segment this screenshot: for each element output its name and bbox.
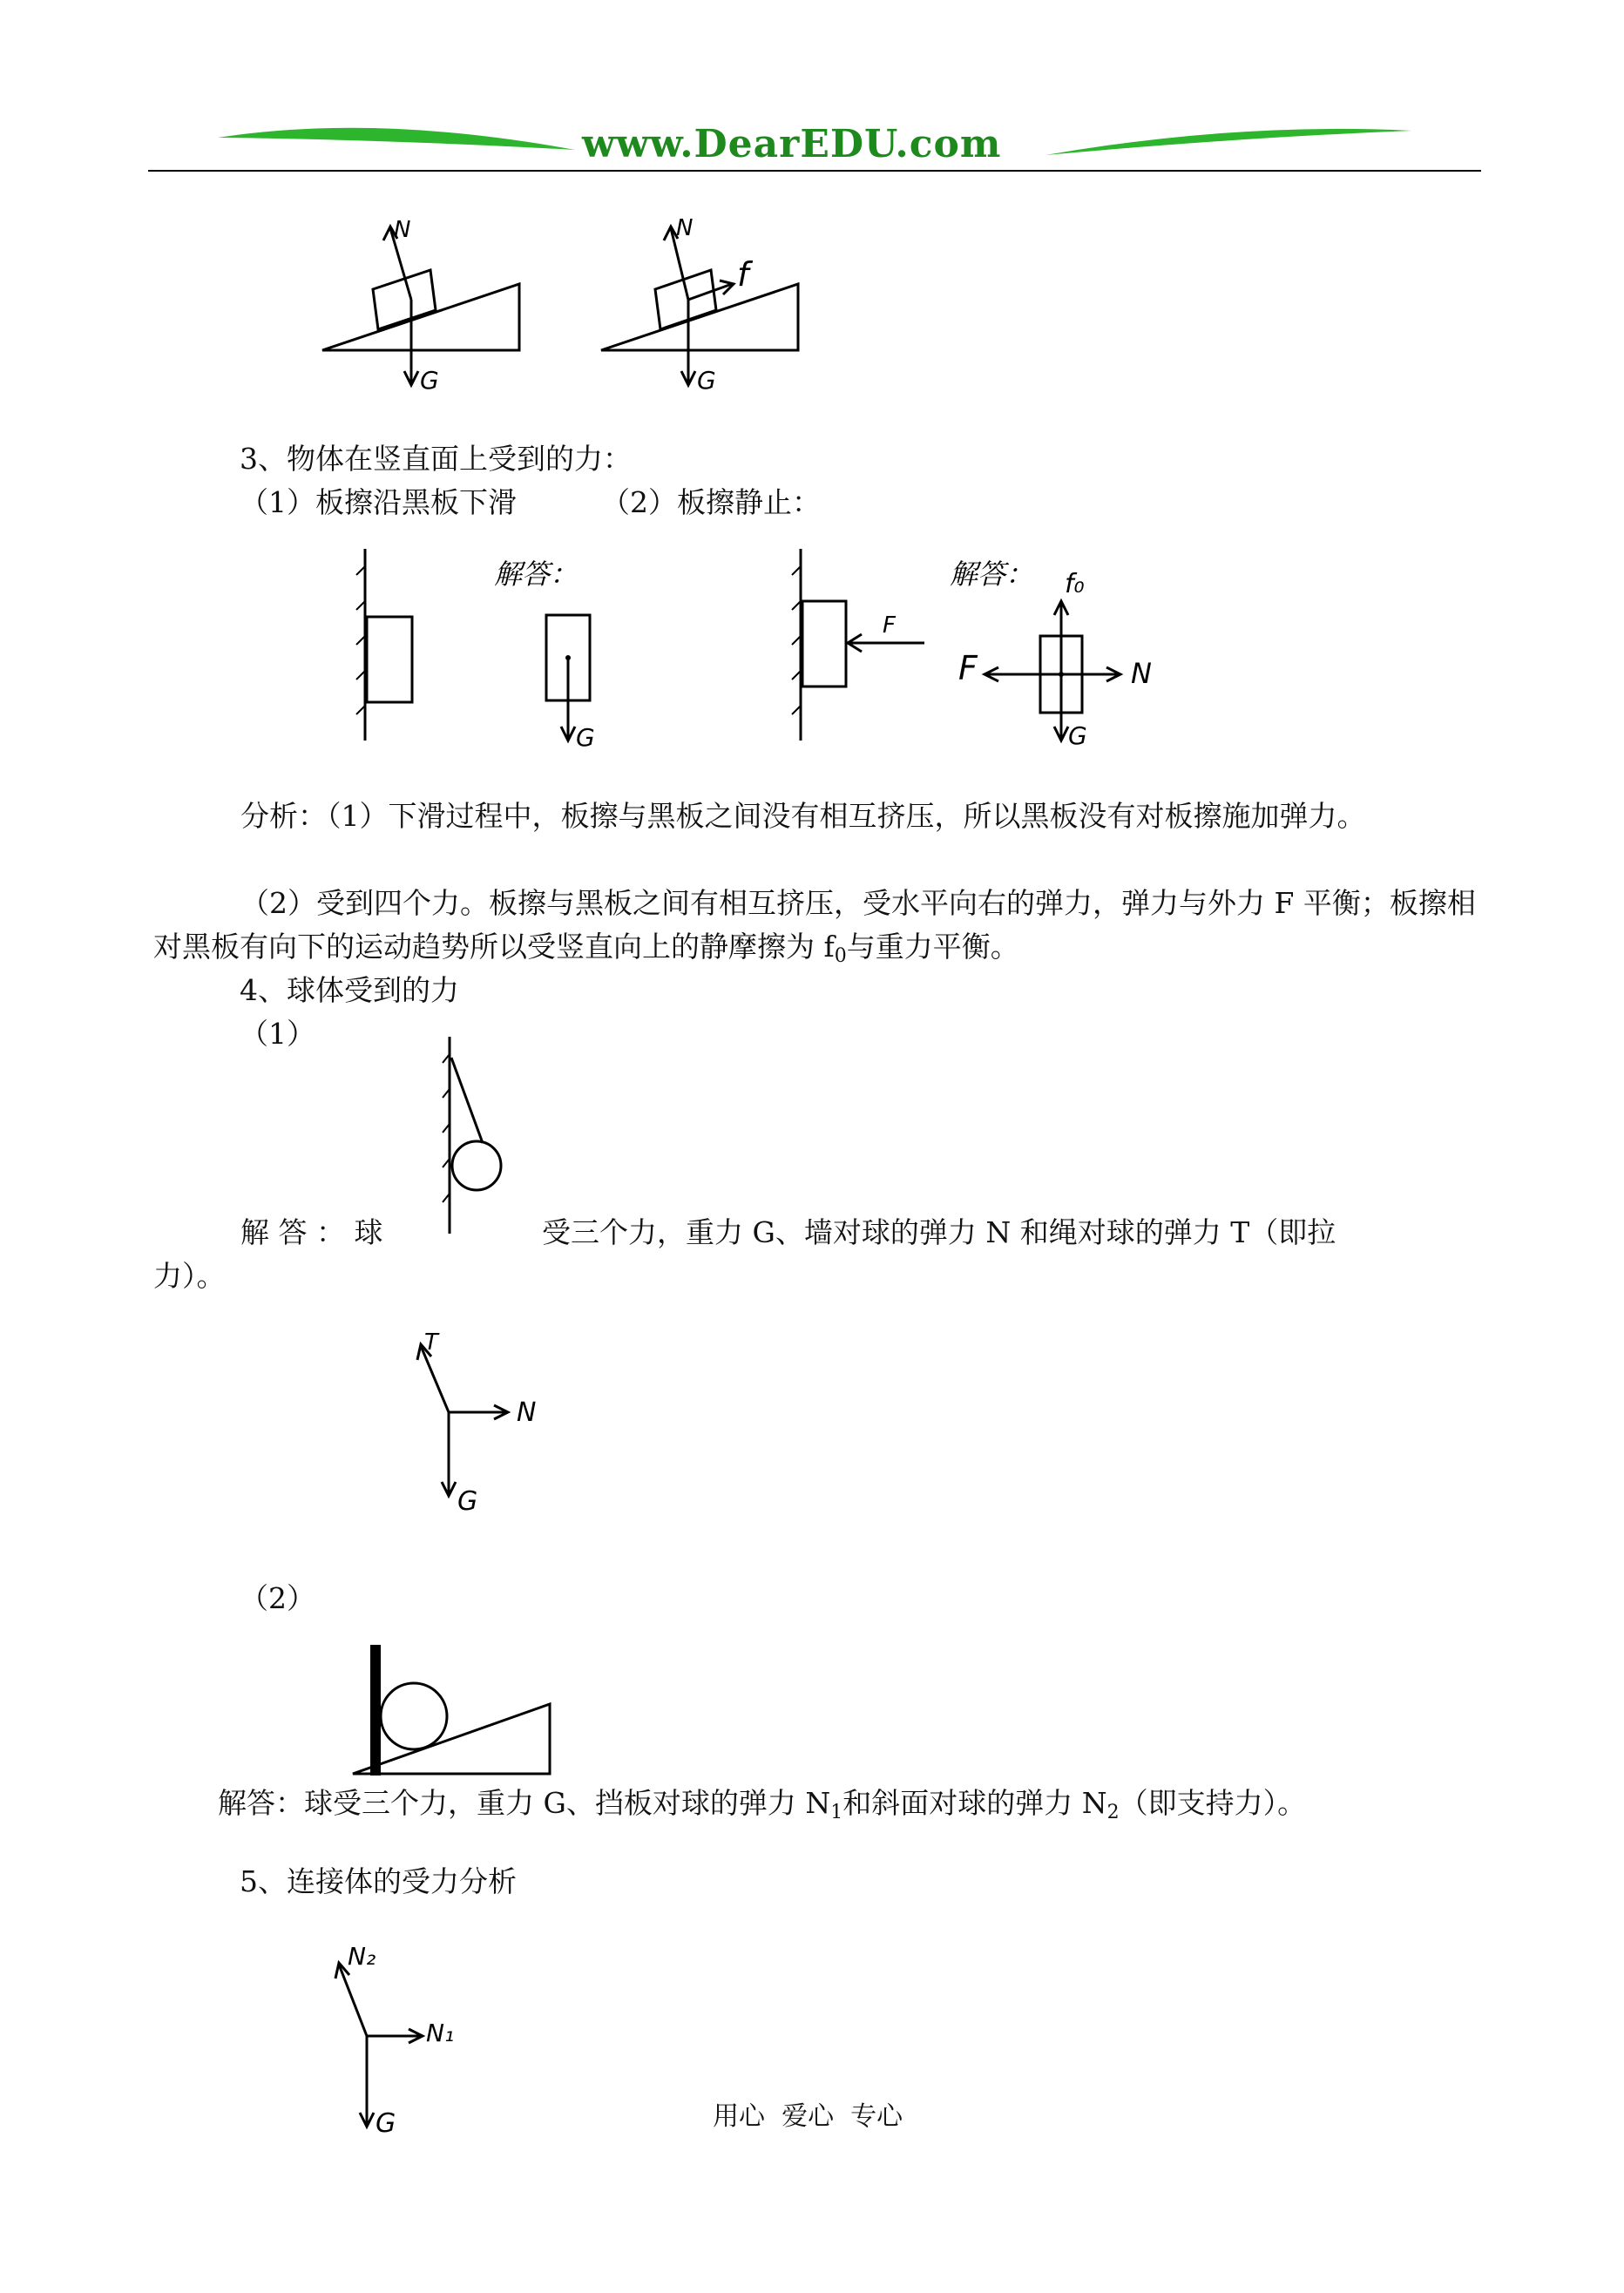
wall-eraser-diagram-1 <box>344 540 431 749</box>
footer-motto: 用心 爱心 专心 <box>713 2101 903 2132</box>
answer2 <box>218 1782 1306 1825</box>
answer-diagram-2 <box>950 540 1176 767</box>
site-logo-text[interactable]: www.DearEDU.com <box>582 122 1002 166</box>
answer-mark: 解答： <box>494 558 579 591</box>
answer2-tail: （即支持力）。 <box>1119 1786 1307 1820</box>
force-diagram-N1N2G <box>318 1938 492 2148</box>
label-F: F <box>958 649 978 687</box>
analysis-2-tail: 与重力平衡。 <box>846 930 1019 964</box>
section3-sub1: （1）板擦沿黑板下滑 <box>240 485 517 519</box>
label-N: N <box>1131 657 1152 690</box>
label-f0: f₀ <box>1065 569 1085 599</box>
analysis-1: 分析：（1）下滑过程中，板擦与黑板之间没有相互挤压，所以黑板没有对板擦施加弹力。 <box>240 799 1366 833</box>
incline-diagram-2 <box>592 209 819 401</box>
label-G: G <box>1068 721 1087 750</box>
ball-on-wall-diagram <box>427 1028 549 1255</box>
answer1-lead: 解 答 ： 球 <box>240 1215 383 1249</box>
section4-case1-label: （1） <box>240 1017 315 1051</box>
section4-case2-label: （2） <box>240 1581 315 1615</box>
section4-heading: 4、球体受到的力 <box>240 973 459 1007</box>
answer2-sub2: 2 <box>1106 1802 1120 1823</box>
section3-heading: 3、物体在竖直面上受到的力： <box>240 442 632 476</box>
ball-on-incline-diagram <box>344 1629 588 1803</box>
label-N1: N₁ <box>426 2019 455 2047</box>
section5-heading: 5、连接体的受力分析 <box>240 1864 517 1898</box>
label-G: G <box>457 1486 478 1517</box>
answer1-rest: 受三个力，重力 G、墙对球的弹力 N 和绳对球的弹力 T（即拉 <box>542 1215 1336 1249</box>
section3-sub2: （2）板擦静止： <box>601 485 821 519</box>
label-G: G <box>420 366 439 395</box>
label-T: T <box>424 1329 438 1356</box>
label-N: N <box>517 1397 537 1428</box>
answer1-wrap: 力）。 <box>153 1259 226 1293</box>
label-N2: N₂ <box>348 1942 376 1971</box>
answer-mark: 解答： <box>950 558 1034 591</box>
answer2-mid: 和斜面对球的弹力 N <box>842 1786 1107 1820</box>
analysis-2-sub: 0 <box>834 945 847 967</box>
wall-eraser-diagram-2 <box>780 540 937 749</box>
label-F: F <box>883 612 896 639</box>
analysis-2-text: （2）受到四个力。板擦与黑板之间有相互挤压，受水平向右的弹力，弹力与外力 F 平衡；板擦相对黑板有向下的运动趋势所以受竖直向上的静摩擦为 f <box>153 886 1476 964</box>
answer2-text: 解答：球受三个力，重力 G、挡板对球的弹力 N <box>218 1786 831 1820</box>
label-G: G <box>376 2108 396 2139</box>
analysis-2 <box>153 882 1486 969</box>
label-N: N <box>394 217 411 243</box>
label-G: G <box>697 366 716 395</box>
answer2-sub1: 1 <box>830 1802 843 1823</box>
label-G: G <box>576 723 595 752</box>
force-diagram-TNG <box>405 1320 579 1529</box>
label-f: f <box>737 255 749 294</box>
label-N: N <box>676 215 694 241</box>
answer-diagram-1 <box>492 540 614 767</box>
incline-diagram-1 <box>314 209 540 401</box>
